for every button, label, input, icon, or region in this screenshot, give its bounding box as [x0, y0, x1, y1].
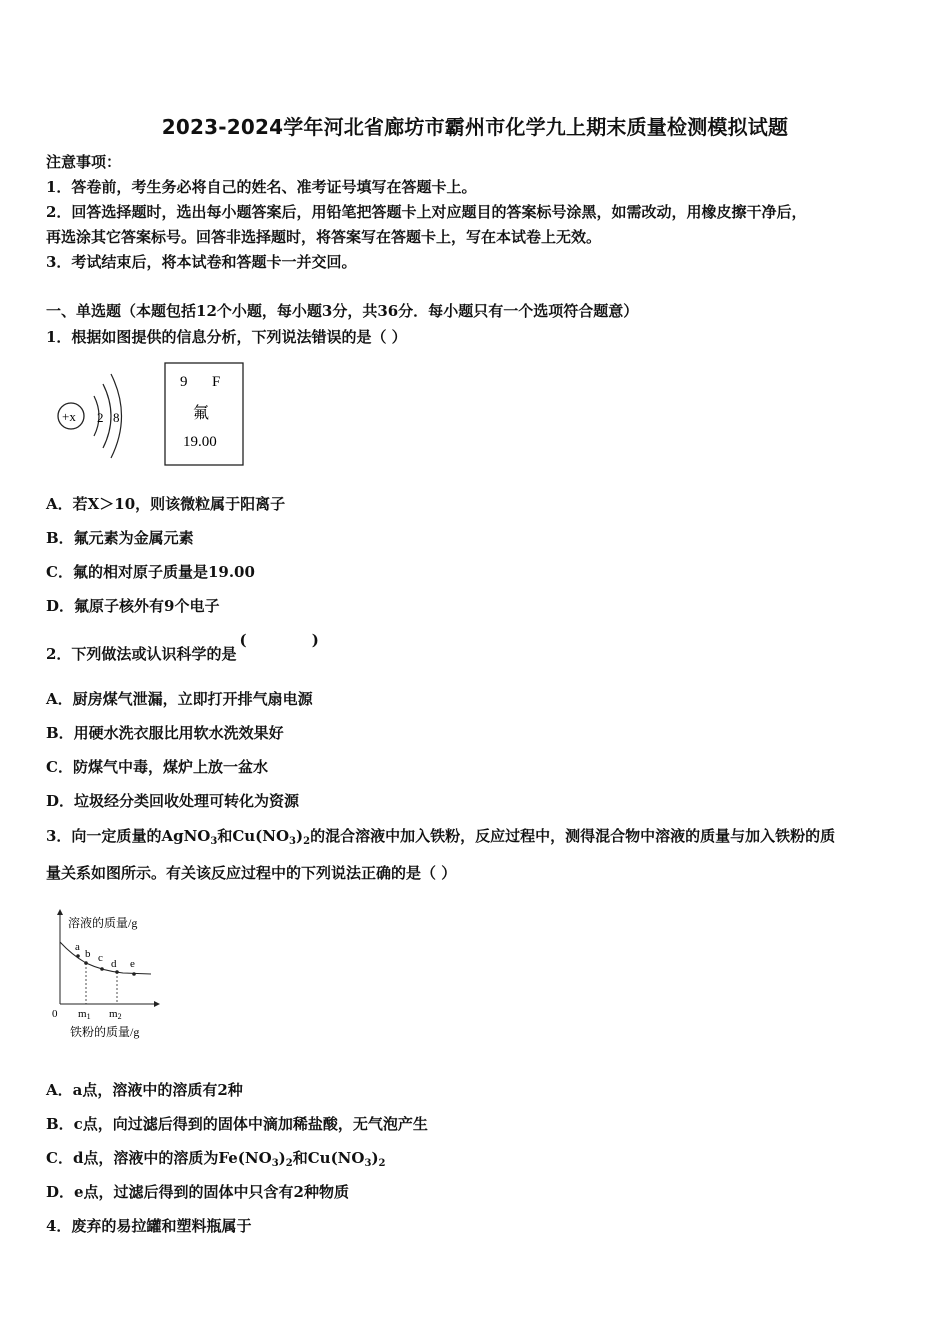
q1-option-d: D．氟原子核外有9个电子	[46, 597, 220, 615]
q3-option-c	[46, 1148, 386, 1174]
point-a	[76, 954, 80, 958]
q3-option-c-part: )	[371, 1149, 379, 1167]
tick-m1-letter: m	[78, 1008, 87, 1020]
notice-item-3: 3．考试结束后，将本试卷和答题卡一并交回。	[46, 253, 357, 271]
q3-stem-part: 3．向一定质量的AgNO	[46, 827, 211, 845]
q1-stem: 1．根据如图提供的信息分析，下列说法错误的是（ ）	[46, 328, 407, 346]
point-label-d: d	[111, 958, 117, 970]
origin-label: 0	[52, 1008, 58, 1020]
electron-shell-2	[103, 384, 111, 448]
q1-option-a: A．若X＞10，则该微粒属于阳离子	[46, 495, 286, 513]
q2-option-b: B．用硬水洗衣服比用软水洗效果好	[46, 724, 284, 742]
shell-2-electrons: 8	[113, 410, 120, 425]
q3-stem	[46, 826, 835, 852]
point-c	[100, 967, 104, 971]
notice-heading: 注意事项：	[46, 153, 122, 171]
q3-option-b: B．c点，向过滤后得到的固体中滴加稀盐酸，无气泡产生	[46, 1115, 428, 1133]
periodic-table-cell	[164, 362, 246, 468]
x-axis-label: 铁粉的质量/g	[70, 1025, 140, 1039]
q3-subscript: 2	[303, 836, 311, 847]
notice-item-2: 2．回答选择题时，选出每小题答案后，用铅笔把答题卡上对应题目的答案标号涂黑，如需改动，用橡皮擦干净后，	[46, 203, 807, 221]
point-e	[132, 972, 136, 976]
tick-m2-letter: m	[109, 1008, 118, 1020]
q2-option-c: C．防煤气中毒，煤炉上放一盆水	[46, 758, 268, 776]
tick-m2	[109, 1008, 122, 1021]
q2-answer-paren: ( )	[239, 631, 349, 649]
q3-subscript: 3	[210, 836, 218, 847]
q2-option-d: D．垃圾经分类回收处理可转化为资源	[46, 792, 300, 810]
q1-option-b: B．氟元素为金属元素	[46, 529, 194, 547]
q3-stem-part: 的混合溶液中加入铁粉，反应过程中，测得混合物中溶液的质量与加入铁粉的质	[310, 827, 836, 845]
q4-stem: 4．废弃的易拉罐和塑料瓶属于	[46, 1217, 252, 1235]
tick-m2-index: 2	[117, 1012, 122, 1021]
q3-subscript: 3	[289, 836, 297, 847]
tick-m1	[78, 1008, 91, 1021]
tick-m1-index: 1	[86, 1012, 91, 1021]
q3-option-c-part: 和Cu(NO	[292, 1149, 365, 1167]
point-label-a: a	[75, 941, 80, 953]
shell-1-electrons: 2	[97, 410, 104, 425]
q3-option-a: A．a点，溶液中的溶质有2种	[46, 1081, 243, 1099]
element-name: 氟	[193, 405, 210, 422]
q2-option-a: A．厨房煤气泄漏，立即打开排气扇电源	[46, 690, 313, 708]
q3-mass-chart	[48, 905, 178, 1045]
section-heading: 一、单选题（本题包括12个小题，每小题3分，共36分．每小题只有一个选项符合题意）	[46, 302, 639, 320]
q1-option-c: C．氟的相对原子质量是19.00	[46, 563, 255, 581]
q3-option-c-part: )	[278, 1149, 286, 1167]
y-axis-label: 溶液的质量/g	[68, 916, 138, 930]
point-d	[115, 970, 119, 974]
q3-option-c-subscript: 2	[285, 1158, 293, 1169]
q2-stem: 2．下列做法或认识科学的是	[46, 645, 237, 663]
notice-item-1: 1．答卷前，考生务必将自己的姓名、准考证号填写在答题卡上。	[46, 178, 477, 196]
mass-curve	[60, 942, 151, 974]
q3-option-c-subscript: 3	[271, 1158, 279, 1169]
q3-option-c-subscript: 2	[378, 1158, 386, 1169]
point-label-b: b	[85, 948, 91, 960]
q3-stem-line-2: 量关系如图所示。有关该反应过程中的下列说法正确的是（ ）	[46, 864, 457, 882]
atomic-mass: 19.00	[183, 434, 217, 450]
element-symbol: F	[212, 374, 221, 390]
q3-stem-part: )	[296, 827, 304, 845]
notice-item-2-cont: 再选涂其它答案标号。回答非选择题时，将答案写在答题卡上，写在本试卷上无效。	[46, 228, 602, 246]
q3-option-d: D．e点，过滤后得到的固体中只含有2种物质	[46, 1183, 349, 1201]
point-label-c: c	[98, 952, 103, 964]
q2-stem-line	[46, 631, 349, 664]
nucleus-charge: +x	[62, 409, 76, 424]
exam-title: 2023-2024学年河北省廊坊市霸州市化学九上期末质量检测模拟试题	[161, 115, 789, 139]
atom-structure-diagram	[50, 366, 130, 462]
q3-option-c-subscript: 3	[364, 1158, 372, 1169]
atomic-number: 9	[180, 374, 188, 390]
q3-stem-part: 和Cu(NO	[217, 827, 290, 845]
q3-option-c-part: C．d点，溶液中的溶质为Fe(NO	[46, 1149, 272, 1167]
point-b	[84, 961, 88, 965]
point-label-e: e	[130, 958, 135, 970]
